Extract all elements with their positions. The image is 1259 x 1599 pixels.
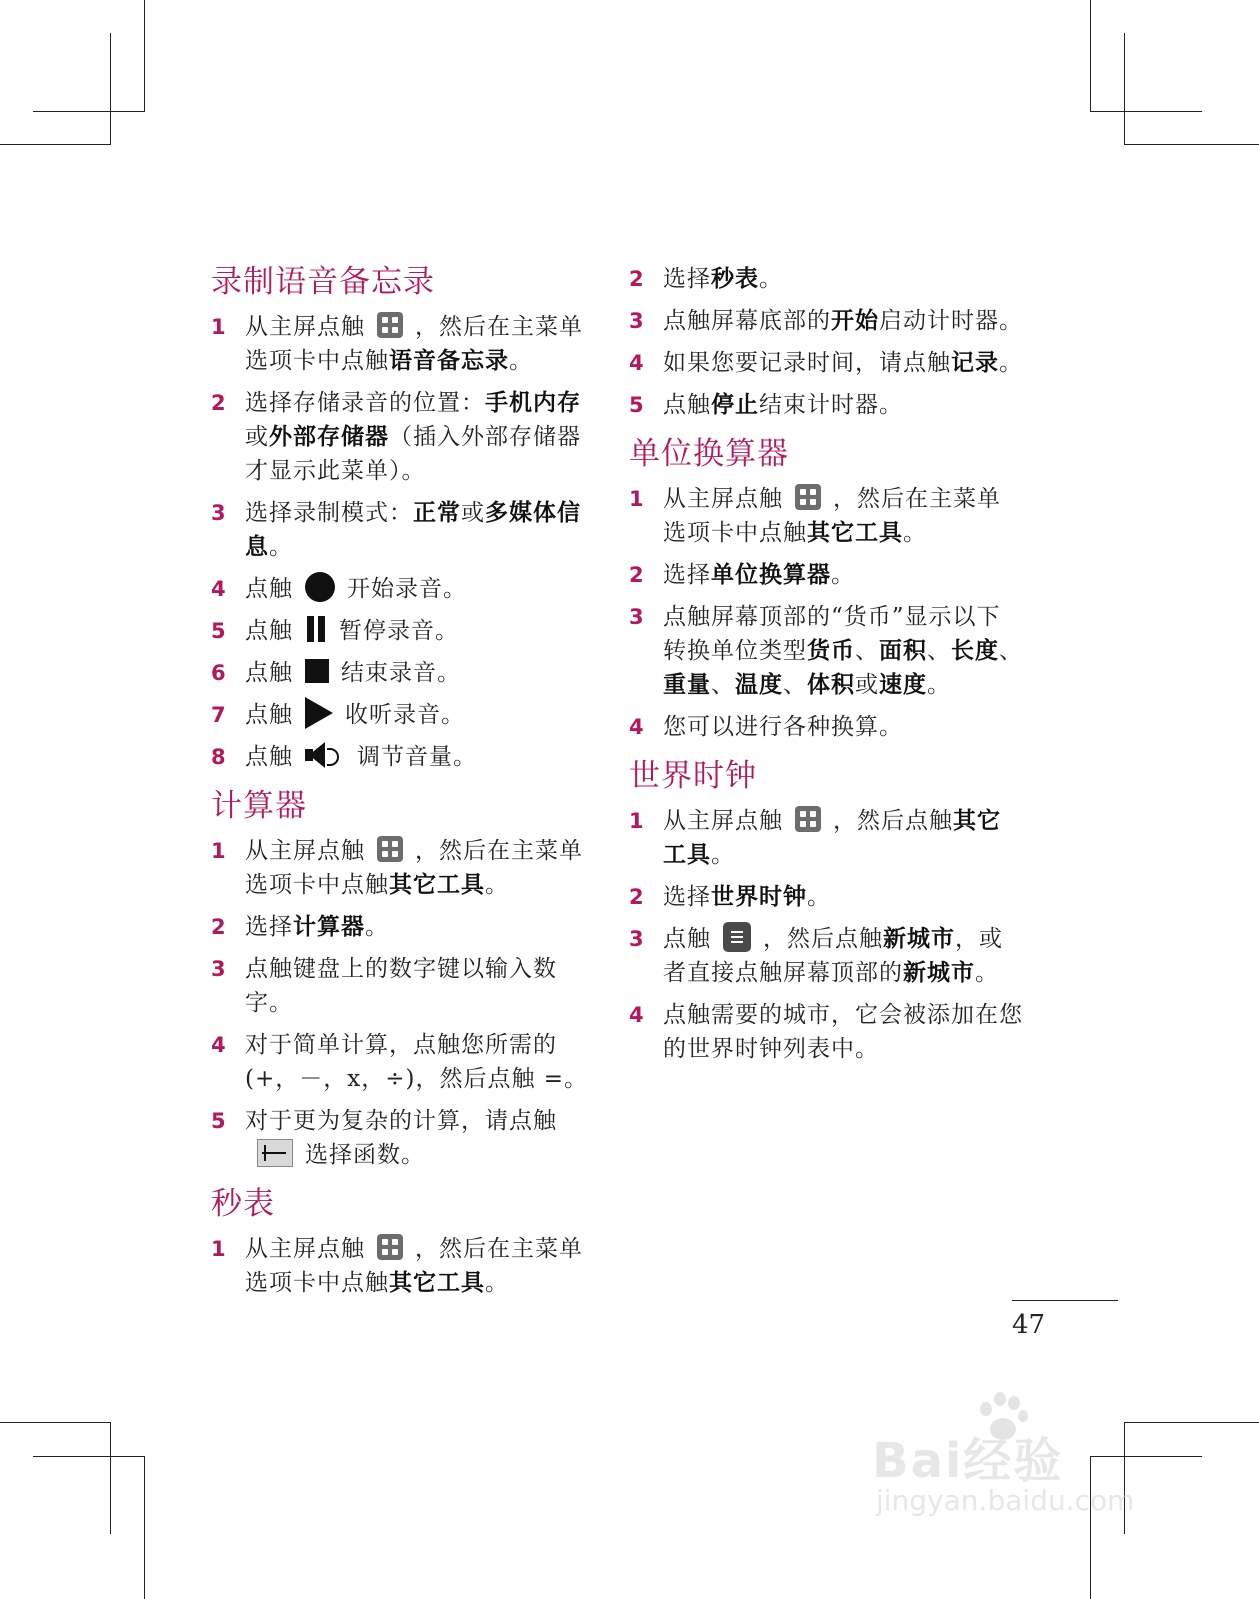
section-heading: 秒表 — [211, 1186, 275, 1222]
menu-term: 其它工具 — [663, 807, 1001, 868]
menu-term: 货币 — [807, 637, 855, 664]
step-text-run: ，然后在主菜单选项卡中点触 — [245, 838, 583, 898]
step-number: 3 — [629, 605, 644, 629]
step-item — [211, 1028, 596, 1096]
step-text-run: ，或者直接点触屏幕顶部的 — [663, 926, 1003, 986]
crop-mark — [1124, 33, 1125, 145]
crop-mark — [1124, 144, 1259, 145]
step-text-run: ，然后在主菜单选项卡中点触 — [245, 314, 583, 374]
step-text-run: 从主屏点触 — [245, 838, 365, 864]
section-heading: 录制语音备忘录 — [211, 264, 435, 300]
step-text — [245, 834, 596, 902]
step-text — [663, 998, 1024, 1066]
step-text-run: 从主屏点触 — [663, 486, 783, 512]
apps-grid-icon — [377, 312, 403, 338]
step-text-run: 点触 — [245, 576, 293, 602]
step-number: 4 — [211, 577, 226, 601]
menu-term: 记录 — [951, 349, 999, 376]
step-text-run: ，然后在主菜单选项卡中点触 — [663, 486, 1001, 546]
step-number: 4 — [629, 351, 644, 375]
step-item — [629, 482, 1024, 550]
step-number: 2 — [629, 563, 644, 587]
step-text-run: 点触键盘上的数字键以输入数字。 — [245, 956, 557, 1016]
crop-mark — [33, 1456, 145, 1457]
apps-grid-icon — [795, 484, 821, 510]
menu-term: 手机内存 — [485, 389, 581, 416]
apps-grid-icon — [377, 836, 403, 862]
step-text — [663, 880, 831, 914]
step-text-run: 结束录音。 — [341, 660, 461, 686]
step-item — [211, 310, 596, 378]
section-heading: 世界时钟 — [629, 758, 757, 794]
menu-term: 计算器 — [293, 913, 365, 940]
step-text-run: 选择存储录音的位置： — [245, 390, 485, 416]
step-text-run: 点触 — [663, 392, 711, 418]
step-text — [245, 614, 459, 648]
crop-mark — [110, 33, 111, 145]
page-number: 47 — [1012, 1310, 1046, 1340]
step-text — [663, 922, 1024, 990]
step-text-run: 选择录制模式： — [245, 500, 413, 526]
menu-term: 新城市 — [883, 925, 955, 952]
step-text-run: 选择函数。 — [305, 1142, 425, 1168]
section — [211, 262, 596, 774]
step-text-run: 。 — [759, 266, 783, 292]
crop-mark — [33, 111, 145, 112]
step-text-run: 点触 — [245, 702, 293, 728]
step-item — [629, 304, 1024, 338]
step-text-run: 从主屏点触 — [245, 314, 365, 340]
step-text — [245, 656, 461, 690]
step-text — [245, 386, 596, 488]
menu-term: 其它工具 — [807, 519, 903, 546]
menu-term: 秒表 — [711, 265, 759, 292]
section-heading: 计算器 — [211, 788, 307, 824]
step-number: 4 — [211, 1033, 226, 1057]
step-text-run: 点触需要的城市，它会被添加在您的世界时钟列表中。 — [663, 1002, 1023, 1062]
crop-mark — [1090, 111, 1202, 112]
step-number: 5 — [629, 393, 644, 417]
watermark-brand: Bai经验 — [872, 1433, 1064, 1489]
step-item — [211, 1104, 596, 1172]
step-text — [663, 710, 903, 744]
step-text — [245, 1232, 596, 1300]
record-icon — [305, 572, 335, 602]
step-text-run: 您可以进行各种换算。 — [663, 714, 903, 740]
crop-mark — [1090, 0, 1091, 112]
pause-icon — [305, 616, 327, 642]
menu-term: 停止 — [711, 391, 759, 418]
menu-term: 重量 — [663, 671, 711, 698]
menu-term: 长度 — [951, 637, 999, 664]
step-number: 1 — [211, 839, 226, 863]
left-column — [211, 262, 596, 1312]
section — [211, 1184, 596, 1300]
step-number: 1 — [211, 1237, 226, 1261]
step-text-run: 、 — [999, 638, 1023, 664]
step-text-run: ，然后点触 — [763, 926, 883, 952]
watermark-url: jingyan.baidu.com — [876, 1484, 1135, 1517]
section — [211, 786, 596, 1172]
menu-term: 温度 — [735, 671, 783, 698]
step-text-run: 。 — [485, 872, 509, 898]
step-text-run: 。 — [975, 960, 999, 986]
menu-term: 其它工具 — [389, 871, 485, 898]
menu-term: 语音备忘录 — [389, 347, 509, 374]
step-text-run: 收听录音。 — [345, 702, 465, 728]
step-text-run: 。 — [999, 350, 1023, 376]
crop-mark — [144, 1456, 145, 1599]
section — [629, 756, 1024, 1066]
step-text-run: 如果您要记录时间，请点触 — [663, 350, 951, 376]
step-text-run: 。 — [807, 884, 831, 910]
menu-term: 体积 — [807, 671, 855, 698]
step-text-run: 。 — [831, 562, 855, 588]
step-text-run: 。 — [903, 520, 927, 546]
step-text — [663, 346, 1023, 380]
step-text — [663, 600, 1024, 702]
step-text-run: 点触 — [663, 926, 711, 952]
step-text-run: 点触 — [245, 618, 293, 644]
step-text-run: 启动计时器。 — [879, 308, 1023, 334]
step-number: 4 — [629, 1003, 644, 1027]
step-text-run: 对于简单计算，点触您所需的(+，－，x，÷)，然后点触 =。 — [245, 1032, 589, 1092]
step-number: 3 — [629, 927, 644, 951]
step-text-run: 。 — [365, 914, 389, 940]
menu-term: 开始 — [831, 307, 879, 334]
step-text — [663, 304, 1023, 338]
step-text — [245, 1028, 596, 1096]
step-text-run: 暂停录音。 — [339, 618, 459, 644]
function-icon — [257, 1139, 293, 1167]
step-text-run: 从主屏点触 — [245, 1236, 365, 1262]
step-number: 2 — [629, 885, 644, 909]
step-text-run: 点触 — [245, 660, 293, 686]
step-text — [663, 262, 783, 296]
step-item — [629, 710, 1024, 744]
apps-grid-icon — [795, 806, 821, 832]
step-number: 3 — [629, 309, 644, 333]
step-text — [245, 740, 477, 774]
step-text — [245, 310, 596, 378]
step-text-run: 选择 — [663, 562, 711, 588]
step-number: 7 — [211, 703, 226, 727]
step-item — [211, 614, 596, 648]
step-item — [211, 572, 596, 606]
crop-mark — [110, 1422, 111, 1534]
step-item — [211, 1232, 596, 1300]
step-number: 2 — [211, 391, 226, 415]
right-column — [629, 262, 1024, 1078]
step-text-run: 或 — [461, 500, 485, 526]
step-text-run: 结束计时器。 — [759, 392, 903, 418]
step-text-run: 点触屏幕底部的 — [663, 308, 831, 334]
step-item — [211, 698, 596, 732]
stop-icon — [305, 659, 329, 683]
step-number: 8 — [211, 745, 226, 769]
step-text — [663, 558, 855, 592]
step-text-run: 选择 — [245, 914, 293, 940]
step-item — [211, 656, 596, 690]
step-text-run: 或 — [855, 672, 879, 698]
step-text-run: 选择 — [663, 884, 711, 910]
step-text-run: 调节音量。 — [357, 744, 477, 770]
step-item — [211, 496, 596, 564]
menu-icon — [723, 922, 751, 952]
crop-mark — [144, 0, 145, 112]
step-number: 4 — [629, 715, 644, 739]
step-item — [211, 952, 596, 1020]
menu-term: 多媒体信息 — [245, 499, 581, 560]
menu-term: 速度 — [879, 671, 927, 698]
step-text-run: 点触屏幕顶部的“货币”显示以下转换单位类型 — [663, 604, 1001, 664]
step-text-run: 。 — [485, 1270, 509, 1296]
step-number: 1 — [629, 487, 644, 511]
step-text — [245, 910, 389, 944]
apps-grid-icon — [377, 1234, 403, 1260]
step-item — [211, 386, 596, 488]
step-text-run: 。 — [711, 842, 735, 868]
step-item — [629, 346, 1024, 380]
step-text — [245, 496, 596, 564]
step-item — [629, 998, 1024, 1066]
step-item — [629, 558, 1024, 592]
step-item — [211, 740, 596, 774]
step-number: 2 — [211, 915, 226, 939]
step-item — [629, 804, 1024, 872]
step-text-run: 或 — [245, 424, 269, 450]
step-text-run: ，然后点触 — [833, 808, 953, 834]
step-item — [629, 880, 1024, 914]
step-text-run: 、 — [711, 672, 735, 698]
step-text-run: 。 — [927, 672, 951, 698]
step-number: 6 — [211, 661, 226, 685]
step-number: 3 — [211, 501, 226, 525]
section — [629, 262, 1024, 422]
step-number: 1 — [211, 315, 226, 339]
menu-term: 其它工具 — [389, 1269, 485, 1296]
step-item — [629, 922, 1024, 990]
step-text-run: 、 — [927, 638, 951, 664]
step-text — [663, 804, 1024, 872]
step-number: 1 — [629, 809, 644, 833]
step-number: 5 — [211, 619, 226, 643]
step-text-run: 点触 — [245, 744, 293, 770]
step-text-run: 。 — [509, 348, 533, 374]
step-text-run: 选择 — [663, 266, 711, 292]
step-number: 5 — [211, 1109, 226, 1133]
menu-term: 正常 — [413, 499, 461, 526]
menu-term: 单位换算器 — [711, 561, 831, 588]
step-text — [245, 952, 596, 1020]
step-item — [629, 600, 1024, 702]
step-text — [245, 1104, 596, 1172]
step-text — [663, 388, 903, 422]
step-number: 3 — [211, 957, 226, 981]
step-text — [245, 572, 467, 606]
step-text-run: 从主屏点触 — [663, 808, 783, 834]
step-text-run: ，然后在主菜单选项卡中点触 — [245, 1236, 583, 1296]
step-item — [629, 388, 1024, 422]
step-item — [211, 910, 596, 944]
step-text-run: 开始录音。 — [347, 576, 467, 602]
menu-term: 新城市 — [903, 959, 975, 986]
section — [629, 434, 1024, 744]
page-number-rule — [1012, 1300, 1118, 1301]
step-item — [629, 262, 1024, 296]
crop-mark — [0, 144, 111, 145]
step-text-run: 、 — [783, 672, 807, 698]
baidu-watermark — [872, 1392, 1172, 1522]
step-text-run: （插入外部存储器才显示此菜单）。 — [245, 424, 581, 484]
menu-term: 外部存储器 — [269, 423, 389, 450]
step-text — [663, 482, 1024, 550]
crop-mark — [0, 1422, 111, 1423]
step-text-run: 。 — [269, 534, 293, 560]
section-heading: 单位换算器 — [629, 436, 789, 472]
step-text-run: 、 — [855, 638, 879, 664]
menu-term: 面积 — [879, 637, 927, 664]
play-icon — [305, 697, 333, 729]
step-item — [211, 834, 596, 902]
step-text — [245, 698, 465, 732]
volume-icon — [305, 740, 345, 770]
step-number: 2 — [629, 267, 644, 291]
menu-term: 世界时钟 — [711, 883, 807, 910]
step-text-run: 对于更为复杂的计算，请点触 — [245, 1108, 557, 1134]
